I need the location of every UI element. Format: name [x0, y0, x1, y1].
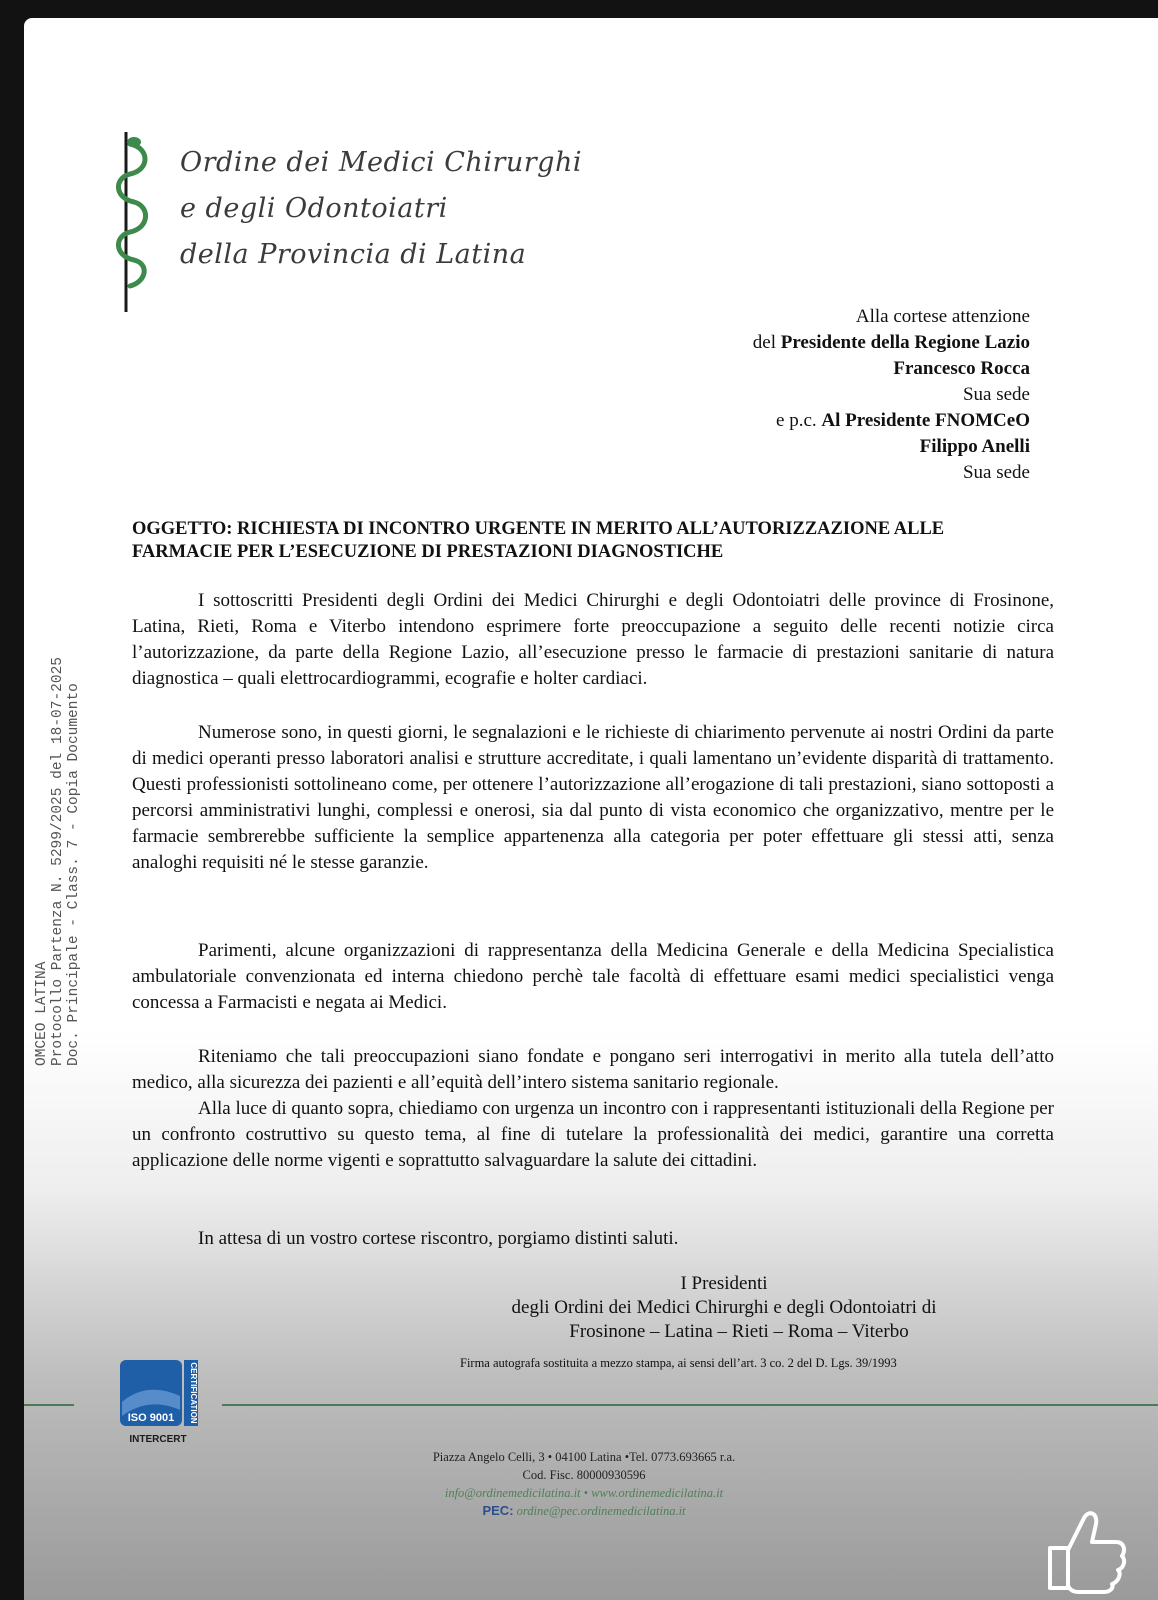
addressee-prefix: del: [752, 332, 781, 353]
iso-certification-logo: [118, 1358, 200, 1458]
footer-web-line: [324, 1484, 844, 1502]
paragraph-text: In attesa di un vostro cortese riscontro, porgiamo distinti saluti.: [198, 1228, 679, 1249]
paragraph-text: Riteniamo che tali preoccupazioni siano fondate e pongano seri interrogativi in merito alla tutela dell’atto medico, alla sicurezza dei pazienti e all’equità dell’intero sistema sanitario regionale.: [132, 1046, 1054, 1093]
footer-pec-line: [324, 1502, 844, 1520]
signature-line-2: degli Ordini dei Medici Chirurghi e degli Odontoiatri di: [511, 1297, 937, 1318]
footer-separator: •: [580, 1486, 592, 1500]
letter-page: [24, 18, 1158, 1600]
paragraph-text: Numerose sono, in questi giorni, le segnalazioni e le richieste di chiarimento pervenute ai nostri Ordini da parte di medici operanti presso laboratori analisi e strutture accreditate, i quali lamentano un’evidente disparità di trattamento. Questi professionisti sottolineano come, per ottenere l’autorizzazione all’erogazione di tali prestazioni, siano sottoposti a percorsi amministrativi lunghi, complessi e onerosi, sia dal punto di vista economico che organizzativo, mentre per le farmacie sembrerebbe sufficiente la semplice appartenenza alla categoria per poter effettuare gli stessi atti, senza analoghi requisiti né le stesse garanzie.: [132, 722, 1054, 873]
footer-contact: [324, 1448, 844, 1520]
iso-label: ISO 9001: [127, 1412, 175, 1424]
paragraph-text: I sottoscritti Presidenti degli Ordini dei Medici Chirurghi e degli Odontoiatri delle province di Frosinone, Latina, Rieti, Roma e Viterbo intendono esprimere forte preoccupazione a seguito delle recenti notizie circa l’autorizzazione, da parte della Regione Lazio, all’esecuzione presso le farmacie di prestazioni sanitarie di natura diagnostica – quali elettrocardiogrammi, ecografie e holter cardiaci.: [132, 590, 1054, 689]
footer-divider-left: [24, 1404, 74, 1406]
cc-name: Filippo Anelli: [919, 436, 1030, 457]
closing-paragraph: [132, 1226, 1054, 1252]
footer-address: Piazza Angelo Celli, 3 • 04100 Latina •Tel. 0773.693665 r.a.: [432, 1450, 736, 1464]
paragraph-5: [132, 1096, 1054, 1174]
thumbs-up-icon[interactable]: [1040, 1504, 1132, 1596]
signature-line-1: I Presidenti: [680, 1273, 768, 1294]
caduceus-snake-icon: [116, 130, 156, 314]
letterhead-line-1: Ordine dei Medici Chirurghi: [180, 147, 582, 178]
letterhead-line-3: della Provincia di Latina: [180, 239, 527, 270]
certification-vertical-text: CERTIFICATION: [189, 1362, 198, 1424]
protocol-line-1: OMCEO LATINA: [34, 961, 50, 1066]
footer-email-link[interactable]: info@ordinemedicilatina.it: [444, 1486, 581, 1500]
subject-line: OGGETTO: RICHIESTA DI INCONTRO URGENTE IN MERITO ALL’AUTORIZZAZIONE ALLE FARMACIE PER L’ESECUZIONE DI PRESTAZIONI DIAGNOSTICHE: [132, 519, 945, 562]
letterhead-title: [180, 140, 582, 278]
paragraph-1: [132, 588, 1054, 692]
signature-block: [454, 1272, 994, 1344]
addressee-block: [753, 304, 1030, 486]
footer-divider-right: [222, 1404, 1158, 1406]
paragraph-text: Alla luce di quanto sopra, chiediamo con urgenza un incontro con i rappresentanti istituzionali della Regione per un confronto costruttivo su questo tema, al fine di tutelare la professionalità dei medici, garantire una corretta applicazione delle norme vigenti e soprattutto salvaguardare la salute dei cittadini.: [132, 1098, 1054, 1171]
letterhead-line-2: e degli Odontoiatri: [180, 193, 448, 224]
pec-label: PEC:: [482, 1503, 514, 1518]
protocol-line-2: Protocollo Partenza N. 5299/2025 del 18-07-2025: [50, 657, 66, 1066]
cc-recipient: Al Presidente FNOMCeO: [821, 410, 1030, 431]
addressee-line-7: Sua sede: [962, 462, 1030, 483]
addressee-line-6: [753, 434, 1030, 460]
protocol-stamp: [32, 586, 88, 1066]
paragraph-4: [132, 1044, 1054, 1096]
addressee-line-1: Alla cortese attenzione: [855, 306, 1030, 327]
addressee-name: Francesco Rocca: [893, 358, 1030, 379]
addressee-line-5: [753, 408, 1030, 434]
signature-line-3: Frosinone – Latina – Rieti – Roma – Viterbo: [569, 1321, 909, 1342]
footer-website-link[interactable]: www.ordinemedicilatina.it: [591, 1486, 724, 1500]
addressee-line-2: [753, 330, 1030, 356]
addressee-line-3: [753, 356, 1030, 382]
signature-note: Firma autografa sostituita a mezzo stampa, ai sensi dell’art. 3 co. 2 del D. Lgs. 39/1993: [460, 1356, 897, 1370]
protocol-line-3: Doc. Principale - Class. 7 - Copia Documento: [66, 683, 82, 1066]
footer-fiscal-code: Cod. Fisc. 80000930596: [522, 1468, 646, 1482]
paragraph-2: [132, 720, 1054, 876]
paragraph-3: [132, 938, 1054, 1016]
intercert-label: INTERCERT: [129, 1434, 187, 1445]
pec-email-link[interactable]: ordine@pec.ordinemedicilatina.it: [516, 1504, 686, 1518]
addressee-line-4: Sua sede: [962, 384, 1030, 405]
cc-prefix: e p.c.: [776, 410, 822, 431]
paragraph-text: Parimenti, alcune organizzazioni di rappresentanza della Medicina Generale e della Medicina Specialistica ambulatoriale convenzionata ed interna chiedono perchè tale facoltà di effettuare esami medici specialistici venga concessa a Farmacisti e negata ai Medici.: [132, 940, 1054, 1013]
addressee-recipient: Presidente della Regione Lazio: [780, 332, 1030, 353]
